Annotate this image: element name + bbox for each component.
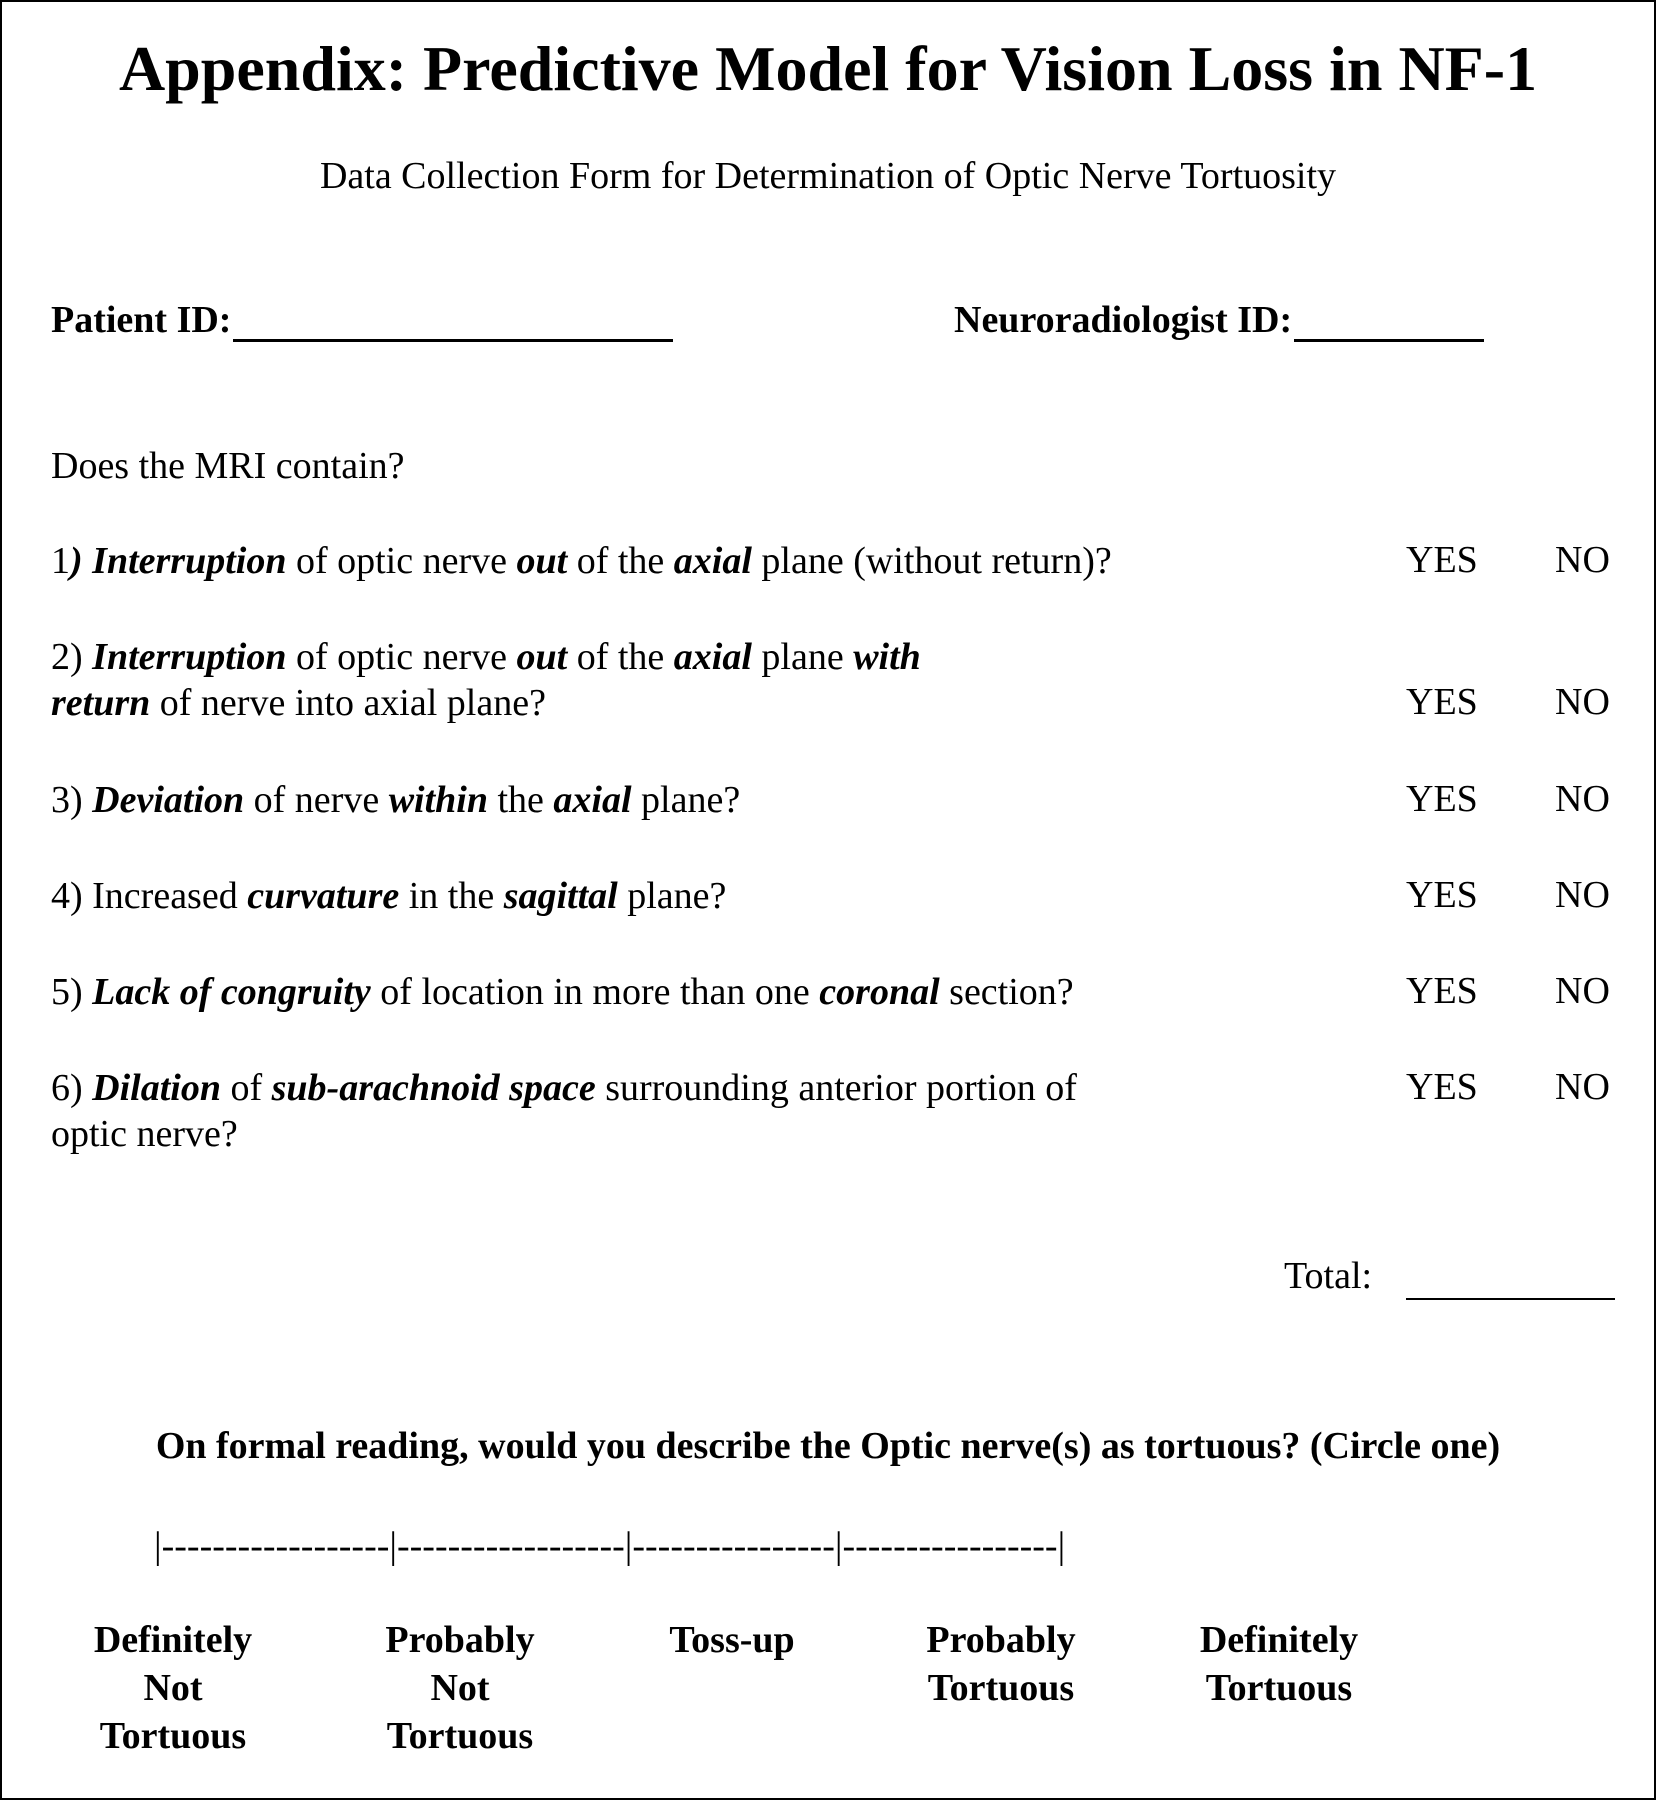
neuroradiologist-id-field[interactable] xyxy=(954,298,1484,342)
question-4-no[interactable]: NO xyxy=(1555,874,1610,916)
question-emphasis: Dilation xyxy=(92,1067,221,1109)
scale-option-probably-not-tortuous[interactable] xyxy=(355,1616,565,1760)
question-text: in the xyxy=(399,875,504,917)
question-text: of optic nerve xyxy=(286,636,517,678)
scale-option-1-line2: Not xyxy=(143,1667,203,1709)
question-5 xyxy=(51,969,1074,1015)
question-1 xyxy=(51,538,1112,584)
question-text: plane (without return)? xyxy=(751,540,1112,582)
scale-option-toss-up[interactable] xyxy=(627,1616,837,1664)
question-1-yes[interactable]: YES xyxy=(1406,539,1478,581)
question-emphasis: within xyxy=(388,779,488,821)
question-emphasis: curvature xyxy=(247,875,400,917)
question-emphasis: coronal xyxy=(819,971,940,1013)
question-text: of nerve xyxy=(244,779,389,821)
question-emphasis: axial xyxy=(673,636,752,678)
question-3-no[interactable]: NO xyxy=(1555,778,1610,820)
scale-line-text: |------------------|------------------|----------------|-----------------| xyxy=(154,1528,1066,1567)
question-emphasis: sub-arachnoid space xyxy=(271,1067,596,1109)
question-4 xyxy=(51,873,726,919)
scale-option-3-line1: Toss-up xyxy=(669,1619,795,1661)
question-text: plane xyxy=(751,636,854,678)
question-4-yes[interactable]: YES xyxy=(1406,874,1478,916)
question-text: of xyxy=(220,1067,272,1109)
scale-option-2-line1: Probably xyxy=(385,1619,535,1661)
question-text: of location in more than one xyxy=(370,971,820,1013)
scale-option-1-line3: Tortuous xyxy=(99,1715,247,1757)
scale-option-4-line2: Tortuous xyxy=(927,1667,1075,1709)
question-text: 1 xyxy=(51,540,70,582)
question-text: 5) xyxy=(51,971,93,1013)
patient-id-field[interactable] xyxy=(51,298,673,342)
question-text: section? xyxy=(939,971,1074,1013)
question-emphasis: with xyxy=(853,636,921,678)
question-3 xyxy=(51,777,740,823)
question-5-yes[interactable]: YES xyxy=(1406,970,1478,1012)
question-text: the xyxy=(487,779,554,821)
question-emphasis: out xyxy=(516,540,568,582)
question-text: optic nerve? xyxy=(51,1113,238,1155)
question-emphasis: sagittal xyxy=(503,875,618,917)
scale-option-definitely-tortuous[interactable] xyxy=(1174,1616,1384,1712)
question-text: of the xyxy=(567,540,674,582)
page-subtitle: Data Collection Form for Determination of Optic Nerve Tortuosity xyxy=(319,155,1337,197)
scale-option-5-line2: Tortuous xyxy=(1205,1667,1353,1709)
scale-option-2-line2: Not xyxy=(430,1667,490,1709)
question-emphasis: out xyxy=(516,636,568,678)
question-emphasis: Interruption xyxy=(92,636,287,678)
question-text: of optic nerve xyxy=(286,540,517,582)
scale-option-4-line1: Probably xyxy=(926,1619,1076,1661)
question-1-no[interactable]: NO xyxy=(1555,539,1610,581)
question-text: 2) xyxy=(51,636,93,678)
question-text: of the xyxy=(567,636,674,678)
question-text: plane? xyxy=(617,875,727,917)
tortuosity-scale-line xyxy=(2,1528,1654,1568)
question-text: plane? xyxy=(631,779,741,821)
question-emphasis: ) Interruption xyxy=(70,540,287,582)
question-2 xyxy=(51,634,921,726)
question-text: 4) Increased xyxy=(51,875,248,917)
question-text: of nerve into axial plane? xyxy=(150,682,546,724)
scale-question: On formal reading, would you describe the Optic nerve(s) as tortuous? (Circle one) xyxy=(155,1425,1501,1467)
total-blank[interactable] xyxy=(1406,1298,1615,1300)
question-text: 3) xyxy=(51,779,93,821)
question-text: 6) xyxy=(51,1067,93,1109)
scale-option-5-line1: Definitely xyxy=(1199,1619,1359,1661)
page-title: Appendix: Predictive Model for Vision Loss in NF-1 xyxy=(118,33,1538,104)
scale-option-1-line1: Definitely xyxy=(93,1619,253,1661)
question-text: surrounding anterior portion of xyxy=(595,1067,1077,1109)
question-emphasis: Lack of congruity xyxy=(92,971,371,1013)
question-6-yes[interactable]: YES xyxy=(1406,1066,1478,1108)
patient-id-label: Patient ID: xyxy=(51,299,232,341)
scale-option-definitely-not-tortuous[interactable] xyxy=(68,1616,278,1760)
neuroradiologist-id-label: Neuroradiologist ID: xyxy=(954,299,1293,341)
question-emphasis: return xyxy=(51,682,151,724)
scale-option-2-line3: Tortuous xyxy=(386,1715,534,1757)
question-5-no[interactable]: NO xyxy=(1555,970,1610,1012)
patient-id-blank[interactable] xyxy=(233,301,673,342)
question-intro: Does the MRI contain? xyxy=(51,445,405,487)
question-6 xyxy=(51,1065,1077,1157)
question-2-no[interactable]: NO xyxy=(1555,681,1610,723)
question-emphasis: axial xyxy=(673,540,752,582)
question-6-no[interactable]: NO xyxy=(1555,1066,1610,1108)
question-3-yes[interactable]: YES xyxy=(1406,778,1478,820)
neuroradiologist-id-blank[interactable] xyxy=(1294,301,1484,342)
total-label: Total: xyxy=(1284,1255,1373,1297)
question-2-yes[interactable]: YES xyxy=(1406,681,1478,723)
question-emphasis: axial xyxy=(553,779,632,821)
scale-option-probably-tortuous[interactable] xyxy=(896,1616,1106,1712)
question-emphasis: Deviation xyxy=(92,779,245,821)
